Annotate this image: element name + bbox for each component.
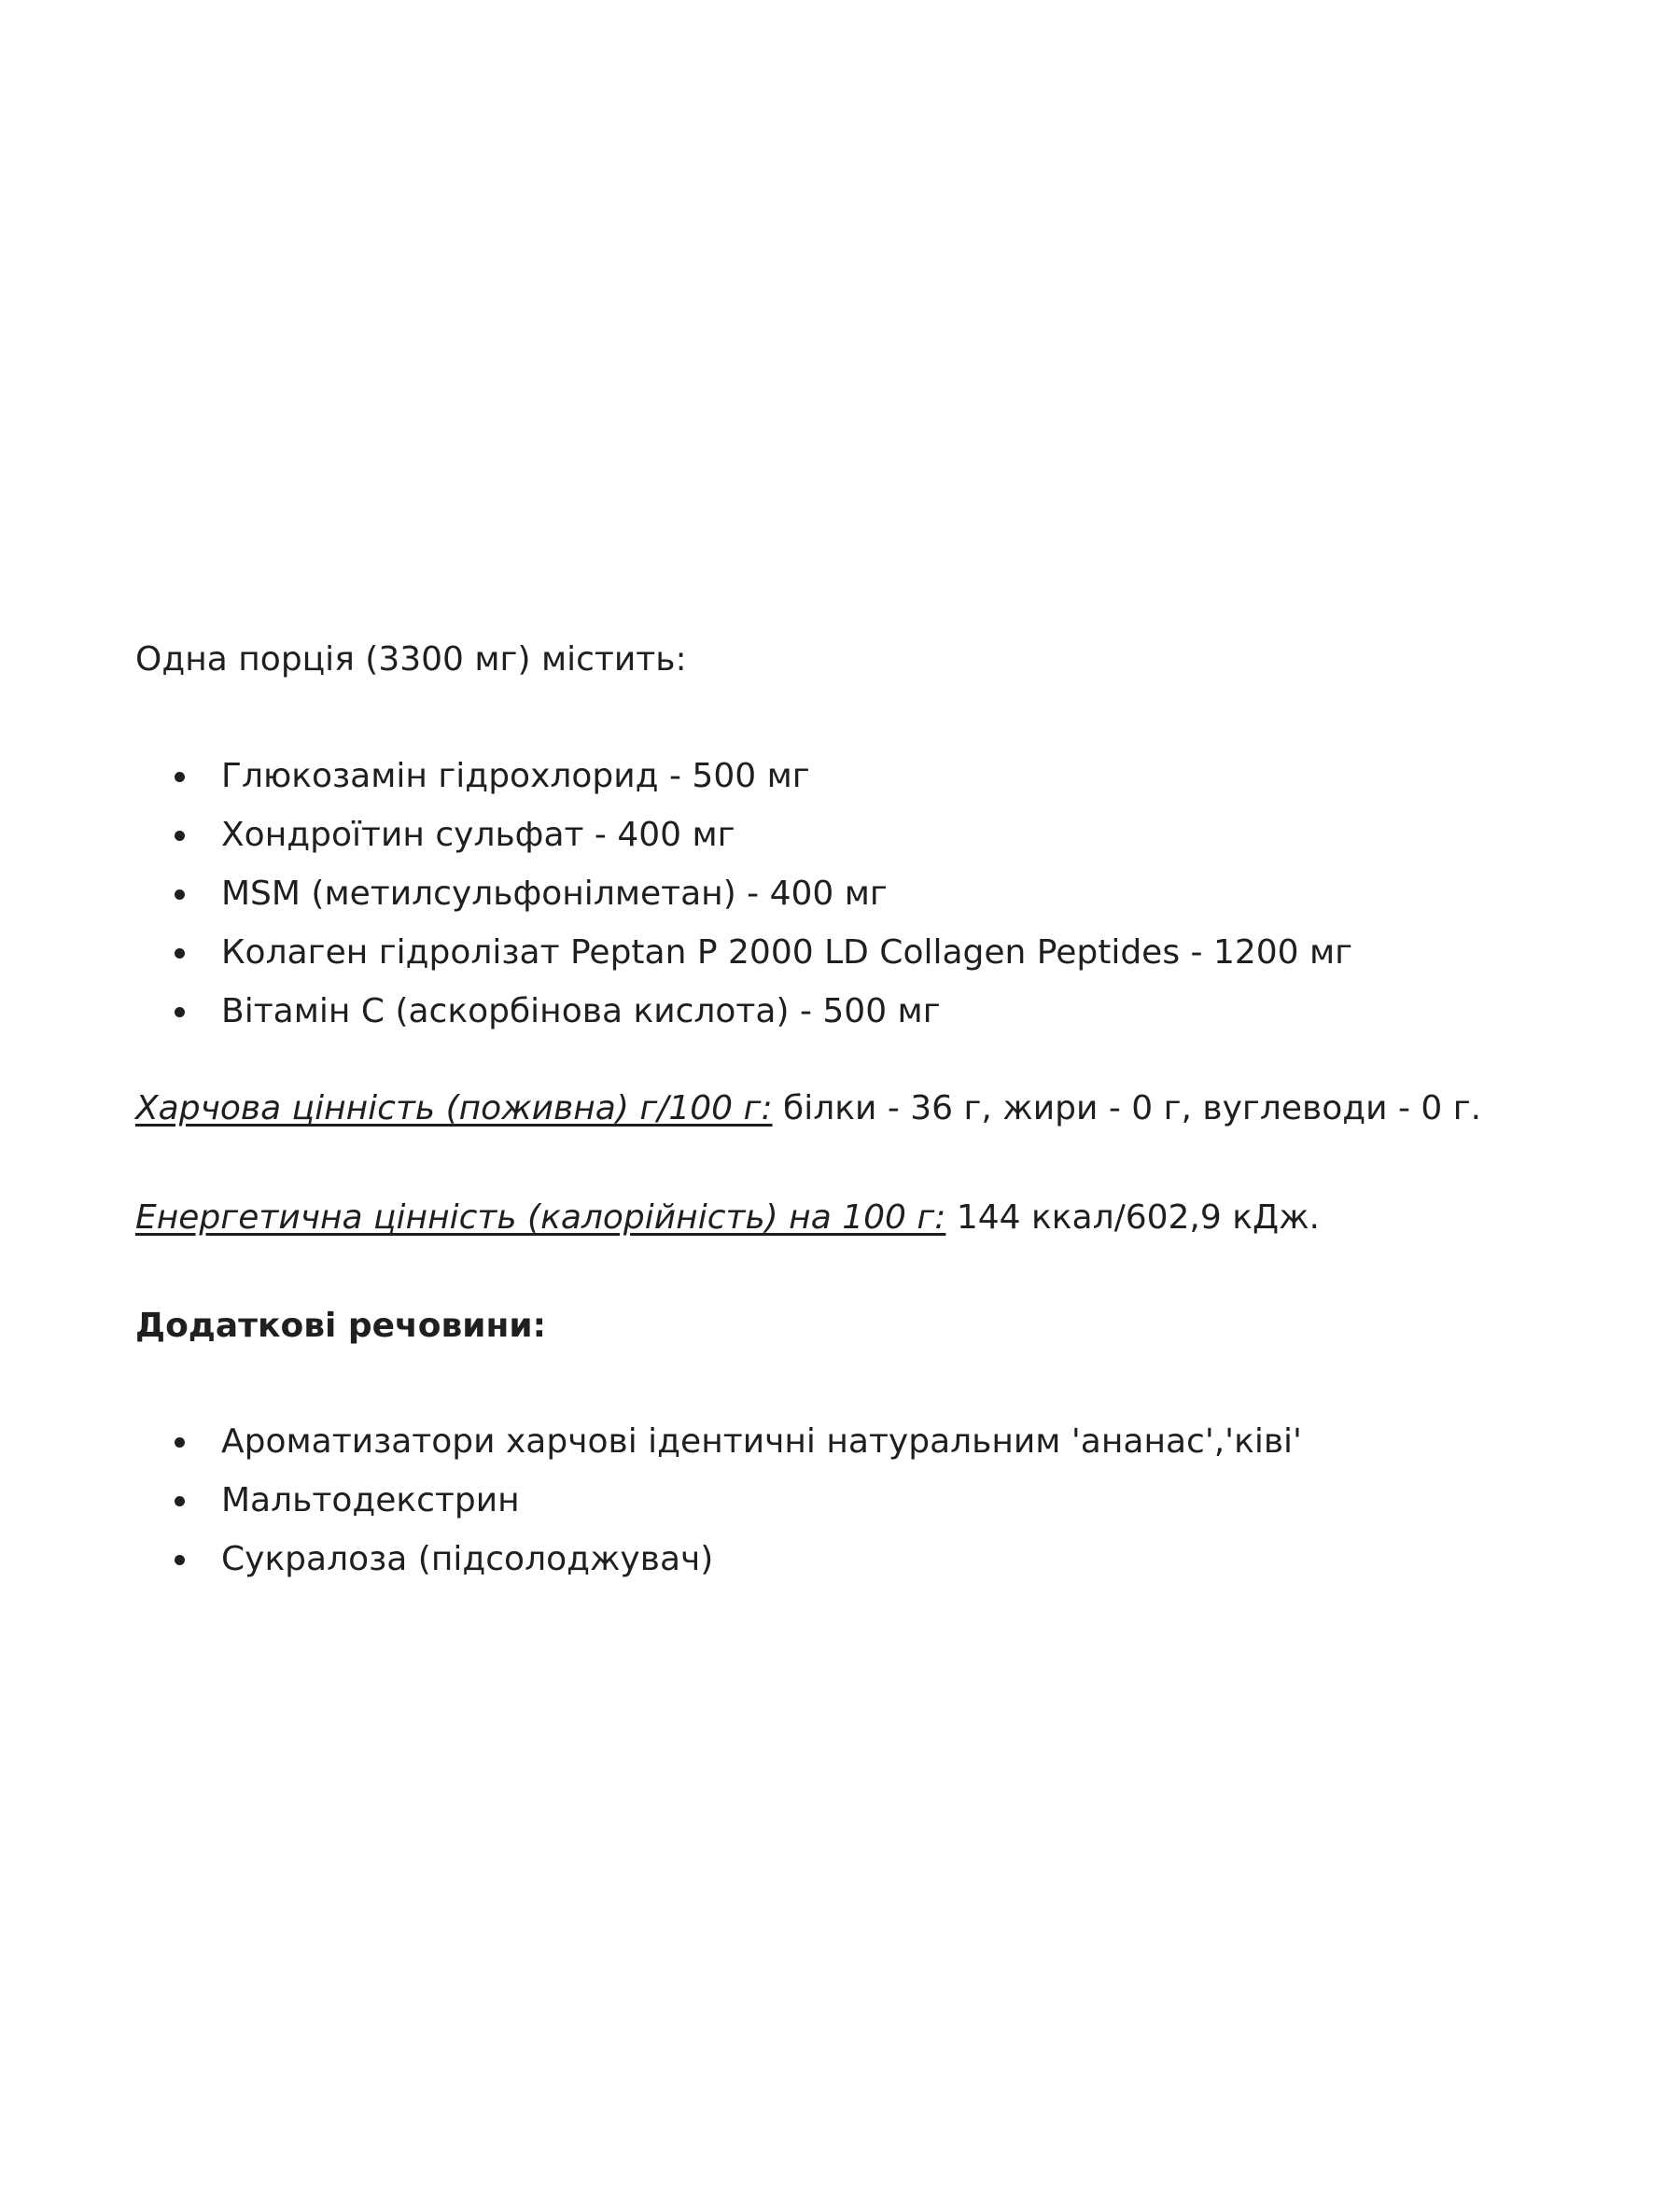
list-item: Мальтодекстрин <box>135 1471 1591 1530</box>
energy-value: 144 ккал/602,9 кДж. <box>945 1197 1320 1237</box>
list-item: Хондроїтин сульфат - 400 мг <box>135 805 1591 864</box>
nutrition-label: Харчова цінність (поживна) г/100 г: <box>135 1089 773 1128</box>
list-item: MSM (метилсульфонілметан) - 400 мг <box>135 864 1591 923</box>
list-item: Колаген гідролізат Peptan P 2000 LD Collagen Peptides - 1200 мг <box>135 923 1591 982</box>
additives-list <box>135 1412 1591 1589</box>
product-composition <box>135 637 1591 1589</box>
list-item: Ароматизатори харчові ідентичні натуральним 'ананас','ківі' <box>135 1412 1591 1471</box>
energy-label: Енергетична цінність (калорійність) на 100 г: <box>135 1197 946 1237</box>
ingredients-list <box>135 747 1591 1041</box>
list-item: Вітамін С (аскорбінова кислота) - 500 мг <box>135 982 1591 1041</box>
nutrition-value: білки - 36 г, жири - 0 г, вуглеводи - 0 г. <box>772 1089 1482 1128</box>
list-item: Глюкозамін гідрохлорид - 500 мг <box>135 747 1591 805</box>
serving-intro: Одна порція (3300 мг) містить: <box>135 640 687 679</box>
nutrition-value-line <box>135 1085 1591 1132</box>
additives-heading: Додаткові речовини: <box>135 1307 546 1346</box>
energy-value-line <box>135 1195 1591 1241</box>
list-item: Сукралоза (підсолоджувач) <box>135 1530 1591 1589</box>
